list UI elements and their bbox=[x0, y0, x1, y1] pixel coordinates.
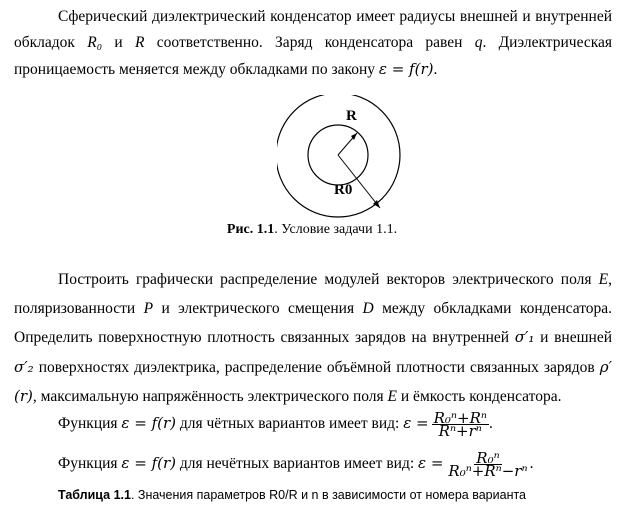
math-r: R bbox=[135, 34, 145, 51]
capacitor-figure bbox=[277, 95, 427, 225]
math-epsilon: ε = bbox=[403, 414, 429, 433]
text-segment: . bbox=[433, 61, 438, 78]
text-segment: между обкладками конденсатора. Определить поверхностную плотность связанных зарядов на внутренней bbox=[14, 299, 613, 346]
text-segment: . Диэлектрическая проницаемость меняется между обкладками по закону bbox=[14, 34, 613, 78]
fraction-even bbox=[432, 409, 489, 440]
text-segment: для чётных вариантов имеет вид: bbox=[179, 415, 400, 433]
math-d: D bbox=[362, 299, 374, 317]
math-epsilon-law: ε = f(r) bbox=[378, 60, 434, 78]
fraction-numerator: R₀ⁿ bbox=[476, 449, 500, 467]
caption-label: Рис. 1.1 bbox=[226, 222, 275, 237]
text-segment: соответственно. Заряд конденсатора равен bbox=[156, 34, 463, 51]
fraction-denominator: R₀ⁿ+Rⁿ−rⁿ bbox=[448, 462, 528, 480]
table-caption-text: . Значения параметров R0/R и n в зависимости от номера варианта bbox=[130, 488, 527, 502]
text-segment: и bbox=[114, 34, 123, 51]
math-epsilon-law: ε = f(r) bbox=[121, 414, 177, 433]
math-rho: ρ′(r) bbox=[14, 357, 613, 405]
fraction-numerator: R₀ⁿ+Rⁿ bbox=[433, 409, 487, 427]
function-even-line bbox=[58, 409, 493, 440]
caption-text: . Условие задачи 1.1. bbox=[274, 222, 398, 237]
figure-caption bbox=[0, 222, 624, 238]
label-outer-radius: R bbox=[346, 108, 357, 124]
math-epsilon-law: ε = f(r) bbox=[121, 454, 177, 473]
math-sigma1: σ′₁ bbox=[514, 328, 535, 346]
fraction-denominator: Rⁿ+rⁿ bbox=[438, 422, 482, 440]
math-epsilon: ε = bbox=[418, 454, 444, 473]
text-segment: . bbox=[488, 415, 493, 433]
text-segment: и ёмкость конденсатора. bbox=[400, 388, 562, 405]
math-e: E bbox=[387, 388, 398, 405]
text-segment: Построить графически распределение модулей векторов электрического поля bbox=[58, 271, 592, 288]
text-segment: для нечётных вариантов имеет вид: bbox=[179, 455, 415, 473]
label-inner-radius: R0 bbox=[334, 182, 353, 198]
math-r0: R₀ bbox=[87, 34, 103, 51]
math-q: q bbox=[474, 34, 483, 51]
function-odd-line bbox=[58, 449, 534, 480]
fraction-odd bbox=[446, 449, 529, 480]
problem-statement-paragraph bbox=[14, 4, 612, 83]
text-segment: Функция bbox=[58, 455, 118, 473]
capacitor-diagram bbox=[277, 95, 427, 225]
text-segment: поверхностях диэлектрика, распределение объёмной плотности связанных зарядов bbox=[38, 358, 595, 376]
text-segment: , максимальную напряжённость электрического поля bbox=[32, 388, 384, 405]
math-e: E bbox=[598, 271, 609, 288]
text-segment: и внешней bbox=[540, 329, 613, 346]
text-segment: , поляризованности bbox=[14, 271, 612, 317]
table-caption bbox=[58, 488, 526, 502]
math-sigma2: σ′₂ bbox=[14, 357, 34, 376]
text-segment: и электрического смещения bbox=[161, 299, 355, 317]
text-segment: Функция bbox=[58, 415, 118, 433]
table-caption-label: Таблица 1.1 bbox=[58, 488, 131, 502]
text-segment: . bbox=[529, 455, 534, 473]
math-p: P bbox=[143, 299, 154, 317]
text-segment: Сферический диэлектрический конденсатор имеет радиусы внешней и внутренней обкладок bbox=[14, 8, 612, 51]
task-paragraph bbox=[14, 266, 612, 412]
